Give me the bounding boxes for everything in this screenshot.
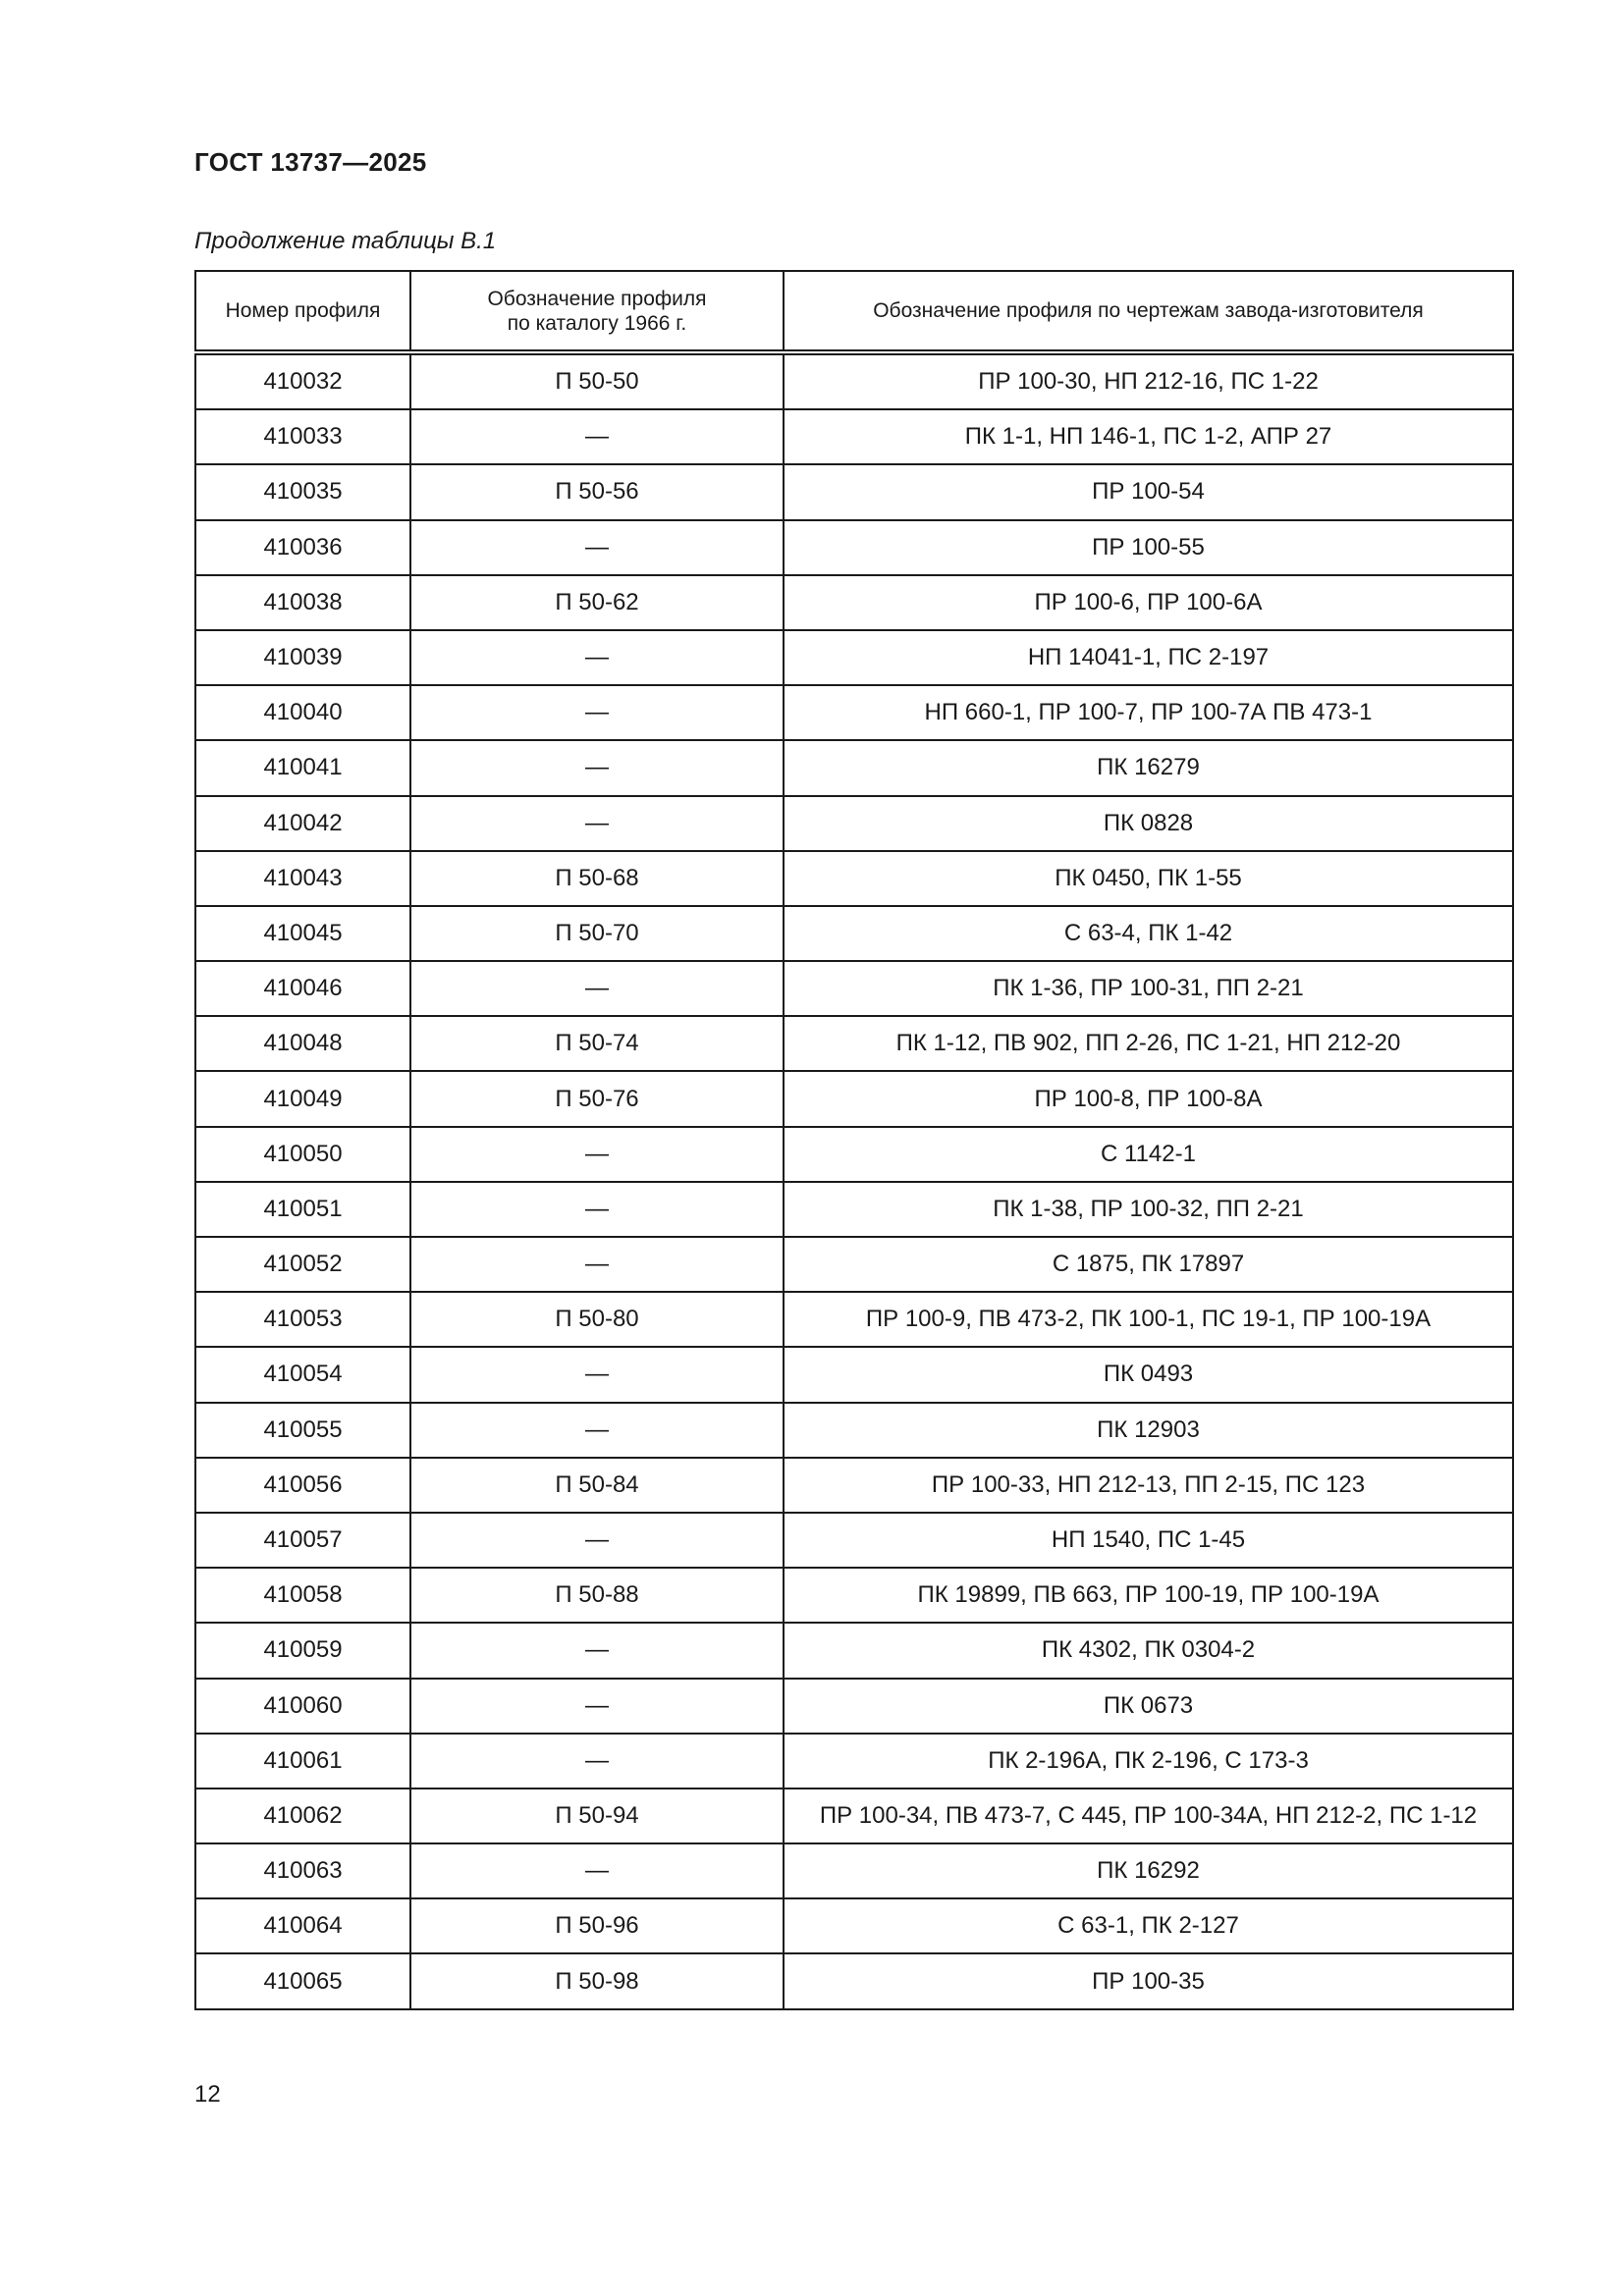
- table-row: [195, 520, 1513, 575]
- factory-drawings-cell: ПК 1-38, ПР 100-32, ПП 2-21: [784, 1182, 1513, 1237]
- profile-number-cell: 410059: [195, 1623, 410, 1678]
- table-row: [195, 1623, 1513, 1678]
- table-row: [195, 851, 1513, 906]
- profiles-table: [194, 270, 1514, 2010]
- catalog-1966-cell: —: [410, 1347, 784, 1402]
- profile-number-cell: 410054: [195, 1347, 410, 1402]
- table-body: [195, 352, 1513, 2009]
- table-row: [195, 1458, 1513, 1513]
- factory-drawings-cell: ПР 100-35: [784, 1953, 1513, 2008]
- catalog-1966-cell: П 50-98: [410, 1953, 784, 2008]
- profile-number-cell: 410058: [195, 1568, 410, 1623]
- table-row: [195, 1898, 1513, 1953]
- factory-drawings-cell: ПК 1-36, ПР 100-31, ПП 2-21: [784, 961, 1513, 1016]
- factory-drawings-cell: ПР 100-33, НП 212-13, ПП 2-15, ПС 123: [784, 1458, 1513, 1513]
- catalog-1966-cell: П 50-50: [410, 352, 784, 409]
- table-row: [195, 961, 1513, 1016]
- factory-drawings-cell: С 63-4, ПК 1-42: [784, 906, 1513, 961]
- factory-drawings-cell: ПР 100-34, ПВ 473-7, С 445, ПР 100-34А, НП 212-2, ПС 1-12: [784, 1789, 1513, 1843]
- factory-drawings-cell: ПК 0450, ПК 1-55: [784, 851, 1513, 906]
- catalog-1966-cell: П 50-70: [410, 906, 784, 961]
- profile-number-cell: 410043: [195, 851, 410, 906]
- catalog-1966-cell: —: [410, 1182, 784, 1237]
- profile-number-cell: 410032: [195, 352, 410, 409]
- catalog-1966-cell: П 50-76: [410, 1071, 784, 1126]
- profile-number-cell: 410035: [195, 464, 410, 519]
- catalog-1966-cell: —: [410, 1734, 784, 1789]
- page-number: 12: [194, 2081, 221, 2108]
- profile-number-cell: 410033: [195, 409, 410, 464]
- profile-number-cell: 410048: [195, 1016, 410, 1071]
- catalog-1966-cell: П 50-62: [410, 575, 784, 630]
- factory-drawings-cell: С 63-1, ПК 2-127: [784, 1898, 1513, 1953]
- profile-number-cell: 410038: [195, 575, 410, 630]
- profile-number-cell: 410061: [195, 1734, 410, 1789]
- profile-number-cell: 410060: [195, 1679, 410, 1734]
- factory-drawings-cell: ПК 1-1, НП 146-1, ПС 1-2, АПР 27: [784, 409, 1513, 464]
- factory-drawings-cell: ПК 0673: [784, 1679, 1513, 1734]
- table-row: [195, 1347, 1513, 1402]
- profile-number-cell: 410042: [195, 796, 410, 851]
- factory-drawings-cell: НП 1540, ПС 1-45: [784, 1513, 1513, 1568]
- factory-drawings-cell: ПК 1-12, ПВ 902, ПП 2-26, ПС 1-21, НП 212-20: [784, 1016, 1513, 1071]
- profile-number-cell: 410064: [195, 1898, 410, 1953]
- factory-drawings-cell: ПК 2-196А, ПК 2-196, С 173-3: [784, 1734, 1513, 1789]
- catalog-1966-cell: —: [410, 796, 784, 851]
- profile-number-cell: 410056: [195, 1458, 410, 1513]
- catalog-1966-cell: —: [410, 1679, 784, 1734]
- factory-drawings-cell: ПР 100-54: [784, 464, 1513, 519]
- table-row: [195, 740, 1513, 795]
- factory-drawings-cell: ПР 100-6, ПР 100-6А: [784, 575, 1513, 630]
- table-row: [195, 1071, 1513, 1126]
- table-header-row: [195, 271, 1513, 352]
- factory-drawings-cell: ПК 12903: [784, 1403, 1513, 1458]
- factory-drawings-cell: НП 14041-1, ПС 2-197: [784, 630, 1513, 685]
- profile-number-cell: 410040: [195, 685, 410, 740]
- profile-number-cell: 410051: [195, 1182, 410, 1237]
- factory-drawings-cell: ПК 16279: [784, 740, 1513, 795]
- table-row: [195, 1679, 1513, 1734]
- column-header-catalog-1966-line2: по каталогу 1966 г.: [507, 311, 687, 335]
- column-header-factory-drawings: Обозначение профиля по чертежам завода-изготовителя: [784, 271, 1513, 352]
- catalog-1966-cell: —: [410, 685, 784, 740]
- catalog-1966-cell: П 50-74: [410, 1016, 784, 1071]
- factory-drawings-cell: ПР 100-55: [784, 520, 1513, 575]
- table-row: [195, 1016, 1513, 1071]
- table-row: [195, 796, 1513, 851]
- profile-number-cell: 410065: [195, 1953, 410, 2008]
- profile-number-cell: 410039: [195, 630, 410, 685]
- profile-number-cell: 410052: [195, 1237, 410, 1292]
- catalog-1966-cell: П 50-56: [410, 464, 784, 519]
- table-caption: Продолжение таблицы В.1: [194, 228, 497, 254]
- catalog-1966-cell: П 50-88: [410, 1568, 784, 1623]
- profile-number-cell: 410055: [195, 1403, 410, 1458]
- table-row: [195, 1127, 1513, 1182]
- table-row: [195, 906, 1513, 961]
- table-row: [195, 1734, 1513, 1789]
- profile-number-cell: 410050: [195, 1127, 410, 1182]
- profile-number-cell: 410041: [195, 740, 410, 795]
- catalog-1966-cell: —: [410, 1513, 784, 1568]
- catalog-1966-cell: —: [410, 1237, 784, 1292]
- profile-number-cell: 410053: [195, 1292, 410, 1347]
- table-row: [195, 630, 1513, 685]
- profile-number-cell: 410045: [195, 906, 410, 961]
- profile-number-cell: 410057: [195, 1513, 410, 1568]
- table-row: [195, 1182, 1513, 1237]
- catalog-1966-cell: —: [410, 1843, 784, 1898]
- catalog-1966-cell: —: [410, 1403, 784, 1458]
- catalog-1966-cell: —: [410, 409, 784, 464]
- document-code: ГОСТ 13737—2025: [194, 147, 427, 177]
- factory-drawings-cell: С 1875, ПК 17897: [784, 1237, 1513, 1292]
- factory-drawings-cell: ПК 16292: [784, 1843, 1513, 1898]
- table-row: [195, 685, 1513, 740]
- catalog-1966-cell: П 50-68: [410, 851, 784, 906]
- catalog-1966-cell: П 50-84: [410, 1458, 784, 1513]
- column-header-catalog-1966: [410, 271, 784, 352]
- column-header-catalog-1966-line1: Обозначение профиля: [487, 287, 707, 310]
- factory-drawings-cell: ПР 100-8, ПР 100-8А: [784, 1071, 1513, 1126]
- factory-drawings-cell: ПК 19899, ПВ 663, ПР 100-19, ПР 100-19А: [784, 1568, 1513, 1623]
- catalog-1966-cell: —: [410, 630, 784, 685]
- factory-drawings-cell: ПК 0828: [784, 796, 1513, 851]
- profile-number-cell: 410049: [195, 1071, 410, 1126]
- column-header-profile-number: Номер профиля: [195, 271, 410, 352]
- factory-drawings-cell: ПР 100-9, ПВ 473-2, ПК 100-1, ПС 19-1, ПР 100-19А: [784, 1292, 1513, 1347]
- profile-number-cell: 410046: [195, 961, 410, 1016]
- factory-drawings-cell: НП 660-1, ПР 100-7, ПР 100-7А ПВ 473-1: [784, 685, 1513, 740]
- table-row: [195, 575, 1513, 630]
- catalog-1966-cell: —: [410, 1127, 784, 1182]
- table-row: [195, 1513, 1513, 1568]
- profile-number-cell: 410062: [195, 1789, 410, 1843]
- table-row: [195, 1789, 1513, 1843]
- table-row: [195, 1237, 1513, 1292]
- factory-drawings-cell: ПР 100-30, НП 212-16, ПС 1-22: [784, 352, 1513, 409]
- table-row: [195, 409, 1513, 464]
- table-row: [195, 1843, 1513, 1898]
- catalog-1966-cell: —: [410, 740, 784, 795]
- table-row: [195, 1568, 1513, 1623]
- catalog-1966-cell: П 50-80: [410, 1292, 784, 1347]
- catalog-1966-cell: П 50-96: [410, 1898, 784, 1953]
- profile-number-cell: 410063: [195, 1843, 410, 1898]
- table-row: [195, 1403, 1513, 1458]
- catalog-1966-cell: —: [410, 961, 784, 1016]
- factory-drawings-cell: ПК 4302, ПК 0304-2: [784, 1623, 1513, 1678]
- table-row: [195, 352, 1513, 409]
- factory-drawings-cell: ПК 0493: [784, 1347, 1513, 1402]
- catalog-1966-cell: —: [410, 1623, 784, 1678]
- table-row: [195, 464, 1513, 519]
- table-row: [195, 1953, 1513, 2008]
- catalog-1966-cell: —: [410, 520, 784, 575]
- factory-drawings-cell: С 1142-1: [784, 1127, 1513, 1182]
- profile-number-cell: 410036: [195, 520, 410, 575]
- catalog-1966-cell: П 50-94: [410, 1789, 784, 1843]
- table-row: [195, 1292, 1513, 1347]
